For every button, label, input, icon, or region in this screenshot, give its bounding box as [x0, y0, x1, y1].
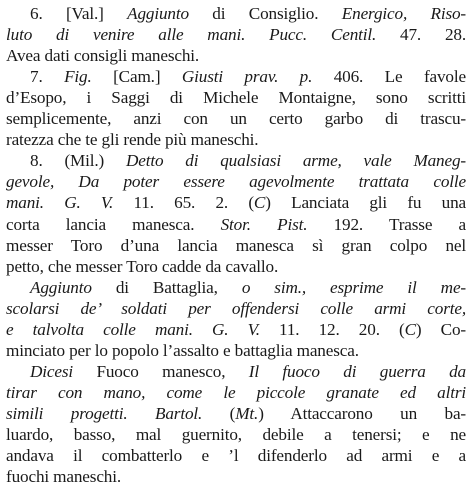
text-line — [0, 192, 470, 214]
text-line — [0, 340, 470, 362]
text-segment: scolarsi de’ soldati per offendersi colle armi corte, — [6, 298, 466, 318]
text-segment: Mt. — [235, 403, 259, 423]
text-line — [0, 45, 470, 67]
text-line — [0, 424, 470, 446]
text-line — [0, 466, 470, 488]
text-segment: C — [404, 319, 416, 339]
text-segment: Avea dati consigli maneschi. — [6, 46, 200, 66]
text-segment: Consiglio. — [248, 4, 342, 23]
text-segment: Stor. Pist. — [220, 214, 334, 234]
text-line — [0, 3, 470, 25]
text-segment: gevole, Da poter essere agevolmente trattata colle — [6, 172, 466, 192]
text-segment: Giusti prav. p. — [181, 67, 334, 87]
text-segment: 8. (Mil.) — [30, 151, 126, 171]
text-segment: tirar con mano, come le piccole granate ed altri — [6, 382, 466, 402]
text-segment: d’Esopo, i Saggi di Michele Montaigne, sono scritti — [6, 88, 466, 108]
text-segment: Dicesi — [30, 361, 97, 381]
text-segment: 192. Trasse a — [333, 214, 466, 234]
text-segment: C — [253, 193, 266, 213]
text-segment: e talvolta colle mani. G. V. — [6, 319, 280, 339]
text-line — [0, 298, 470, 320]
text-segment: ( — [229, 403, 236, 423]
text-segment: 11. 65. 2. ( — [133, 193, 254, 213]
text-line — [0, 129, 470, 151]
text-segment: 47. 28. — [400, 25, 466, 45]
text-line — [0, 319, 470, 341]
text-line — [0, 382, 470, 404]
text-segment: 7. — [30, 67, 65, 87]
text-segment: 406. Le favole — [333, 67, 466, 87]
text-segment: andava il combatterlo e ’l difenderlo ad armi e a — [6, 446, 466, 466]
text-segment: Aggiunto — [127, 4, 213, 23]
text-line — [0, 256, 470, 278]
text-segment: Fuoco manesco, — [96, 361, 249, 381]
text-segment: ratezza che te gli rende più maneschi. — [6, 130, 259, 150]
text-segment: Il fuoco di guerra da — [248, 361, 466, 381]
text-segment: petto, che messer Toro cadde da cavallo. — [6, 256, 279, 276]
text-segment: Fig. — [64, 67, 114, 87]
text-segment: Detto di qualsiasi arme, vale Maneg- — [126, 151, 466, 171]
text-line — [0, 24, 470, 46]
text-segment: Pucc. Centil. — [269, 25, 401, 45]
text-line — [0, 403, 470, 425]
text-segment: 11. 12. 20. ( — [279, 319, 405, 339]
text-segment: mani. G. V. — [6, 193, 134, 213]
text-line — [0, 235, 470, 257]
text-line — [0, 277, 470, 299]
text-segment: semplicemente, anzi con un certo garbo di trascu- — [6, 109, 466, 129]
text-segment: ) Co- — [415, 319, 466, 339]
text-segment: fuochi maneschi. — [6, 467, 122, 487]
text-segment: messer Toro d’una lancia manesca sì gran colpo nel — [6, 235, 466, 255]
text-segment: 6. [Val.] — [30, 4, 128, 23]
text-segment: ) Attaccarono un ba- — [258, 403, 466, 423]
text-segment: [Cam.] — [113, 67, 182, 87]
text-line — [0, 87, 470, 109]
text-segment: simili progetti. Bartol. — [6, 403, 230, 423]
text-line — [0, 108, 470, 130]
text-segment: luardo, basso, mal guernito, debile a tenersi; e ne — [6, 425, 466, 444]
text-line — [0, 150, 470, 172]
text-line — [0, 171, 470, 193]
text-segment: minciato per lo popolo l’assalto e battaglia manesca. — [6, 340, 359, 360]
text-segment: luto di venire alle mani. — [6, 25, 270, 45]
text-line — [0, 361, 470, 383]
text-segment: ) Lanciata gli fu una — [265, 193, 466, 213]
text-segment: di Battaglia, — [115, 277, 242, 297]
text-line — [0, 66, 470, 88]
text-segment: di — [212, 4, 249, 23]
text-segment: corta lancia manesca. — [6, 214, 221, 234]
text-line — [0, 214, 470, 236]
text-line — [0, 445, 470, 467]
text-segment: Aggiunto — [30, 277, 116, 297]
text-segment: Energico, Riso- — [341, 4, 466, 23]
text-segment: o sim., esprime il me- — [241, 277, 466, 297]
